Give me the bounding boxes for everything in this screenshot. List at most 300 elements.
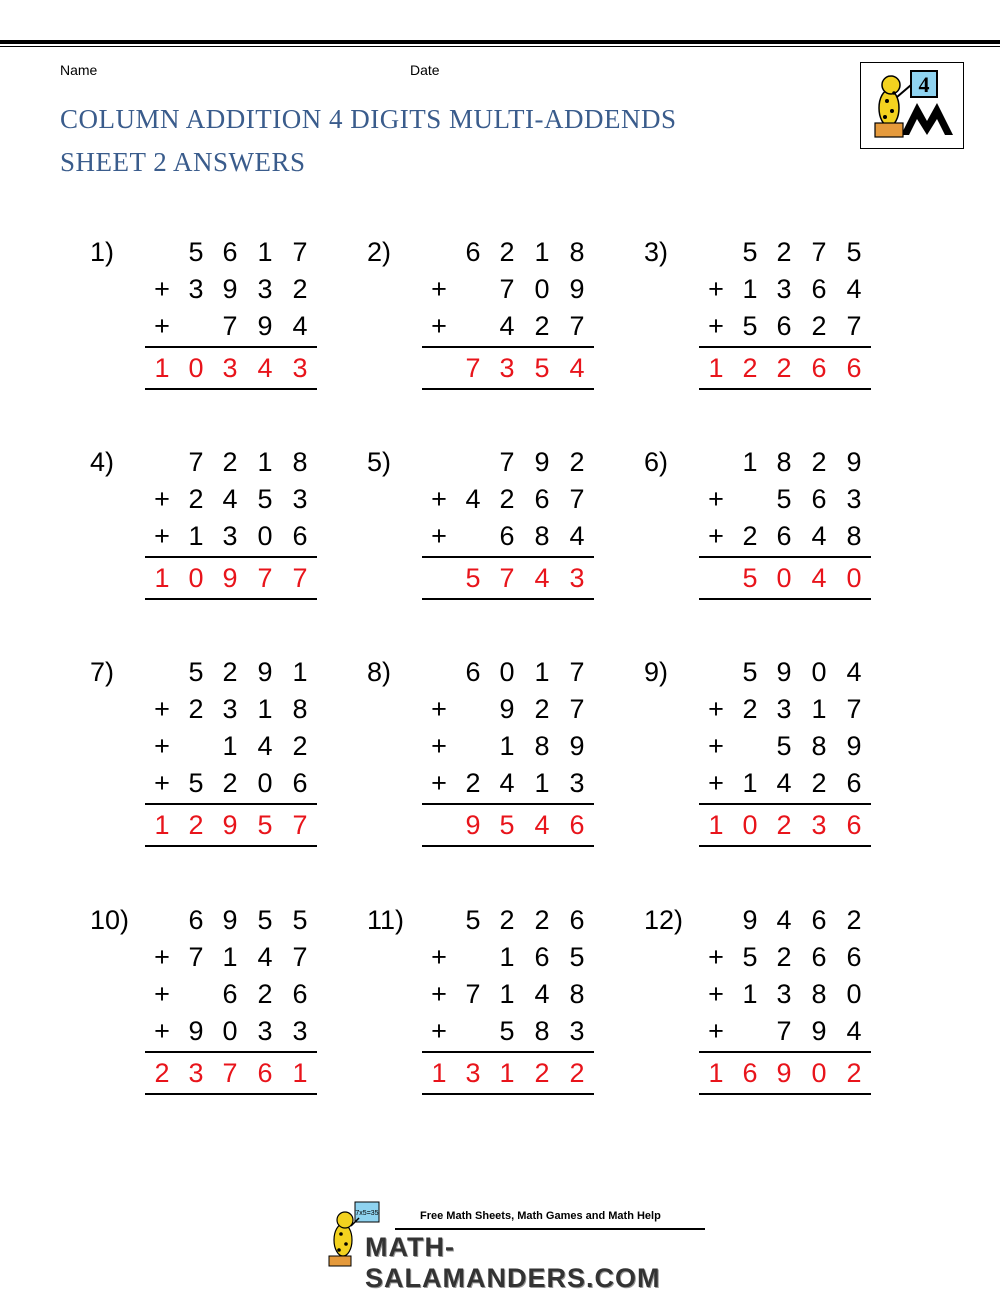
digit: 1: [811, 694, 827, 724]
digit: 6: [188, 905, 204, 935]
digit: 2: [811, 447, 827, 477]
digit: 8: [292, 694, 308, 724]
plus-sign: +: [431, 521, 447, 551]
addend-row: [422, 444, 594, 481]
digit: 5: [188, 657, 204, 687]
digit: 3: [776, 979, 792, 1009]
answer-digit: 9: [776, 1058, 792, 1088]
digit: 1: [534, 768, 550, 798]
problem-1: [90, 234, 360, 434]
digit: 0: [222, 1016, 238, 1046]
addend-row: [699, 1013, 871, 1050]
digit: 7: [292, 942, 308, 972]
answer-digit: 5: [465, 563, 481, 593]
digit: 9: [776, 657, 792, 687]
plus-sign: +: [431, 274, 447, 304]
answer-digit: 3: [499, 353, 515, 383]
digit: 6: [846, 768, 862, 798]
plus-sign: +: [431, 311, 447, 341]
sum-line: [699, 1051, 871, 1053]
digit: 9: [534, 447, 550, 477]
addend-row: [422, 902, 594, 939]
plus-sign: +: [431, 1016, 447, 1046]
answer-row: [422, 807, 594, 844]
digit: 2: [742, 521, 758, 551]
answer-digit: 0: [846, 563, 862, 593]
digit: 5: [465, 905, 481, 935]
digit: 4: [292, 311, 308, 341]
problem-number: 7): [90, 657, 115, 687]
answer-digit: 5: [499, 810, 515, 840]
digit: 1: [499, 979, 515, 1009]
answer-row: [699, 350, 871, 387]
digit: 9: [811, 1016, 827, 1046]
answer-underline: [422, 598, 594, 600]
digit: 9: [257, 311, 273, 341]
problem-4: [90, 444, 360, 644]
answer-digit: 7: [499, 563, 515, 593]
addend-row: [145, 444, 317, 481]
plus-sign: +: [154, 979, 170, 1009]
addend-row: [145, 1013, 317, 1050]
digit: 7: [569, 657, 585, 687]
answer-underline: [422, 845, 594, 847]
digit: 1: [257, 694, 273, 724]
answer-digit: 4: [534, 810, 550, 840]
answer-digit: 0: [742, 810, 758, 840]
digit: 4: [776, 768, 792, 798]
digit: 9: [499, 694, 515, 724]
digit: 9: [569, 731, 585, 761]
answer-digit: 9: [222, 563, 238, 593]
digit: 4: [569, 521, 585, 551]
digit: 3: [292, 1016, 308, 1046]
addend-row: [145, 308, 317, 345]
problem-number: 6): [644, 447, 669, 477]
digit: 1: [742, 979, 758, 1009]
digit: 8: [534, 1016, 550, 1046]
digit: 4: [499, 311, 515, 341]
digit: 2: [499, 484, 515, 514]
addend-row: [422, 234, 594, 271]
answer-digit: 7: [465, 353, 481, 383]
digit: 2: [776, 237, 792, 267]
digit: 8: [811, 731, 827, 761]
salamander-teacher-icon: [860, 62, 964, 149]
digit: 5: [742, 237, 758, 267]
digit: 2: [257, 979, 273, 1009]
answer-digit: 7: [292, 810, 308, 840]
answer-digit: 7: [222, 1058, 238, 1088]
answer-digit: 5: [257, 810, 273, 840]
answer-digit: 1: [154, 810, 170, 840]
answer-digit: 5: [742, 563, 758, 593]
plus-sign: +: [708, 1016, 724, 1046]
addend-row: [699, 691, 871, 728]
answer-row: [145, 807, 317, 844]
digit: 5: [846, 237, 862, 267]
digit: 7: [188, 447, 204, 477]
digit: 1: [499, 731, 515, 761]
sum-line: [145, 803, 317, 805]
problem-8: [367, 654, 637, 854]
digit: 1: [188, 521, 204, 551]
answer-underline: [699, 598, 871, 600]
addend-row: [699, 308, 871, 345]
digit: 6: [499, 521, 515, 551]
problem-number: 5): [367, 447, 392, 477]
addend-row: [699, 481, 871, 518]
digit: 2: [534, 905, 550, 935]
plus-sign: +: [154, 1016, 170, 1046]
digit: 6: [776, 311, 792, 341]
footer-site-name: MATH-SALAMANDERS.COM: [365, 1232, 661, 1293]
digit: 6: [292, 979, 308, 1009]
problem-number: 9): [644, 657, 669, 687]
digit: 7: [846, 694, 862, 724]
answer-row: [422, 1055, 594, 1092]
digit: 5: [188, 768, 204, 798]
plus-sign: +: [431, 694, 447, 724]
digit: 5: [569, 942, 585, 972]
digit: 7: [569, 484, 585, 514]
digit: 2: [222, 768, 238, 798]
digit: 3: [776, 694, 792, 724]
answer-digit: 0: [776, 563, 792, 593]
digit: 7: [499, 447, 515, 477]
logo-digit: 4: [918, 72, 930, 97]
digit: 2: [499, 237, 515, 267]
answer-digit: 7: [292, 563, 308, 593]
answer-row: [145, 350, 317, 387]
digit: 9: [188, 1016, 204, 1046]
digit: 6: [846, 942, 862, 972]
digit: 8: [569, 979, 585, 1009]
digit: 3: [292, 484, 308, 514]
digit: 1: [742, 768, 758, 798]
addend-row: [699, 234, 871, 271]
digit: 4: [465, 484, 481, 514]
digit: 8: [292, 447, 308, 477]
digit: 6: [811, 274, 827, 304]
digit: 2: [222, 657, 238, 687]
digit: 1: [222, 731, 238, 761]
footer-rule: [395, 1228, 705, 1230]
addend-row: [145, 939, 317, 976]
addend-row: [422, 481, 594, 518]
addend-row: [699, 518, 871, 555]
digit: 9: [742, 905, 758, 935]
digit: 2: [499, 905, 515, 935]
digit: 5: [499, 1016, 515, 1046]
answer-digit: 1: [292, 1058, 308, 1088]
addend-row: [699, 728, 871, 765]
addend-row: [145, 976, 317, 1013]
plus-sign: +: [154, 731, 170, 761]
answer-digit: 3: [188, 1058, 204, 1088]
answer-digit: 2: [534, 1058, 550, 1088]
problem-9: [644, 654, 914, 854]
plus-sign: +: [708, 484, 724, 514]
digit: 6: [465, 237, 481, 267]
addend-row: [145, 765, 317, 802]
answer-digit: 0: [188, 563, 204, 593]
digit: 5: [742, 311, 758, 341]
answer-digit: 2: [742, 353, 758, 383]
answer-digit: 4: [569, 353, 585, 383]
digit: 4: [846, 657, 862, 687]
answer-underline: [422, 388, 594, 390]
digit: 7: [569, 694, 585, 724]
problem-number: 8): [367, 657, 392, 687]
digit: 1: [222, 942, 238, 972]
digit: 2: [534, 311, 550, 341]
page-subtitle: SHEET 2 ANSWERS: [60, 147, 306, 177]
answer-digit: 1: [708, 353, 724, 383]
answer-digit: 2: [154, 1058, 170, 1088]
plus-sign: +: [708, 979, 724, 1009]
addend-row: [422, 939, 594, 976]
digit: 6: [569, 905, 585, 935]
plus-sign: +: [154, 484, 170, 514]
footer-tagline: Free Math Sheets, Math Games and Math Help: [420, 1210, 661, 1222]
plus-sign: +: [154, 768, 170, 798]
addend-row: [699, 654, 871, 691]
plus-sign: +: [154, 274, 170, 304]
digit: 1: [742, 447, 758, 477]
digit: 7: [292, 237, 308, 267]
digit: 8: [569, 237, 585, 267]
digit: 7: [499, 274, 515, 304]
digit: 7: [465, 979, 481, 1009]
addend-row: [422, 691, 594, 728]
digit: 3: [257, 274, 273, 304]
addend-row: [422, 1013, 594, 1050]
plus-sign: +: [431, 484, 447, 514]
addend-row: [145, 902, 317, 939]
digit: 7: [846, 311, 862, 341]
answer-digit: 0: [188, 353, 204, 383]
sum-line: [699, 803, 871, 805]
addend-row: [699, 976, 871, 1013]
plus-sign: +: [154, 311, 170, 341]
digit: 4: [534, 979, 550, 1009]
digit: 3: [222, 694, 238, 724]
answer-digit: 2: [188, 810, 204, 840]
digit: 1: [534, 237, 550, 267]
addend-row: [422, 518, 594, 555]
digit: 9: [222, 905, 238, 935]
digit: 5: [292, 905, 308, 935]
digit: 0: [499, 657, 515, 687]
sum-line: [145, 556, 317, 558]
plus-sign: +: [708, 694, 724, 724]
digit: 9: [222, 274, 238, 304]
addend-row: [422, 976, 594, 1013]
answer-row: [699, 1055, 871, 1092]
digit: 6: [811, 905, 827, 935]
addend-row: [699, 939, 871, 976]
answer-digit: 6: [742, 1058, 758, 1088]
problem-number: 11): [367, 905, 405, 935]
digit: 8: [811, 979, 827, 1009]
answer-row: [699, 560, 871, 597]
digit: 2: [811, 311, 827, 341]
sum-line: [145, 346, 317, 348]
digit: 3: [257, 1016, 273, 1046]
digit: 6: [534, 484, 550, 514]
answer-underline: [699, 388, 871, 390]
problem-10: [90, 902, 360, 1102]
plus-sign: +: [431, 942, 447, 972]
digit: 2: [188, 694, 204, 724]
addend-row: [422, 308, 594, 345]
digit: 3: [222, 521, 238, 551]
plus-sign: +: [708, 521, 724, 551]
digit: 4: [846, 274, 862, 304]
digit: 2: [292, 274, 308, 304]
answer-row: [699, 807, 871, 844]
answer-digit: 1: [708, 1058, 724, 1088]
digit: 3: [569, 1016, 585, 1046]
answer-digit: 3: [811, 810, 827, 840]
digit: 9: [846, 731, 862, 761]
plus-sign: +: [154, 521, 170, 551]
sum-line: [422, 346, 594, 348]
addend-row: [699, 444, 871, 481]
digit: 6: [465, 657, 481, 687]
digit: 5: [776, 484, 792, 514]
digit: 3: [569, 768, 585, 798]
sum-line: [699, 346, 871, 348]
problem-12: [644, 902, 914, 1102]
digit: 6: [776, 521, 792, 551]
digit: 8: [846, 521, 862, 551]
answer-digit: 2: [776, 810, 792, 840]
answer-digit: 3: [292, 353, 308, 383]
page-title: COLUMN ADDITION 4 DIGITS MULTI-ADDENDS: [60, 104, 677, 134]
digit: 9: [569, 274, 585, 304]
answer-underline: [699, 845, 871, 847]
problem-number: 1): [90, 237, 115, 267]
problem-number: 4): [90, 447, 115, 477]
answer-digit: 1: [708, 810, 724, 840]
answer-digit: 1: [499, 1058, 515, 1088]
digit: 6: [811, 484, 827, 514]
answer-digit: 2: [569, 1058, 585, 1088]
answer-digit: 9: [465, 810, 481, 840]
digit: 0: [257, 521, 273, 551]
addend-row: [145, 654, 317, 691]
digit: 2: [188, 484, 204, 514]
addend-row: [422, 728, 594, 765]
digit: 2: [846, 905, 862, 935]
digit: 3: [776, 274, 792, 304]
plus-sign: +: [708, 274, 724, 304]
digit: 1: [292, 657, 308, 687]
answer-digit: 6: [846, 353, 862, 383]
plus-sign: +: [708, 731, 724, 761]
answer-digit: 6: [257, 1058, 273, 1088]
digit: 7: [188, 942, 204, 972]
addend-row: [145, 728, 317, 765]
answer-digit: 4: [534, 563, 550, 593]
addend-row: [145, 234, 317, 271]
problem-7: [90, 654, 360, 854]
sum-line: [699, 556, 871, 558]
problem-11: [367, 902, 637, 1102]
answer-digit: 6: [569, 810, 585, 840]
answer-underline: [145, 1093, 317, 1095]
answer-digit: 6: [811, 353, 827, 383]
answer-underline: [422, 1093, 594, 1095]
answer-underline: [145, 598, 317, 600]
digit: 0: [846, 979, 862, 1009]
digit: 0: [534, 274, 550, 304]
digit: 4: [222, 484, 238, 514]
digit: 2: [222, 447, 238, 477]
digit: 7: [811, 237, 827, 267]
digit: 7: [222, 311, 238, 341]
answer-digit: 9: [222, 810, 238, 840]
problem-number: 12): [644, 905, 684, 935]
digit: 6: [534, 942, 550, 972]
answer-digit: 3: [222, 353, 238, 383]
digit: 1: [499, 942, 515, 972]
name-label: Name: [60, 62, 98, 78]
digit: 4: [499, 768, 515, 798]
digit: 4: [257, 731, 273, 761]
footer: [325, 1198, 715, 1293]
digit: 4: [811, 521, 827, 551]
digit: 8: [534, 521, 550, 551]
addend-row: [145, 691, 317, 728]
addend-row: [422, 271, 594, 308]
problem-6: [644, 444, 914, 644]
digit: 9: [257, 657, 273, 687]
digit: 1: [257, 237, 273, 267]
sum-line: [145, 1051, 317, 1053]
digit: 2: [292, 731, 308, 761]
digit: 6: [292, 768, 308, 798]
addend-row: [699, 902, 871, 939]
problem-number: 3): [644, 237, 669, 267]
footer-logo-text: 7x5=35: [355, 1210, 379, 1217]
digit: 8: [776, 447, 792, 477]
addend-row: [699, 271, 871, 308]
digit: 2: [465, 768, 481, 798]
answer-digit: 4: [811, 563, 827, 593]
plus-sign: +: [431, 979, 447, 1009]
digit: 6: [222, 979, 238, 1009]
digit: 5: [188, 237, 204, 267]
sum-line: [422, 556, 594, 558]
answer-row: [145, 1055, 317, 1092]
digit: 5: [257, 484, 273, 514]
problem-number: 10): [90, 905, 130, 935]
digit: 5: [742, 942, 758, 972]
plus-sign: +: [708, 768, 724, 798]
digit: 2: [811, 768, 827, 798]
digit: 4: [846, 1016, 862, 1046]
problem-number: 2): [367, 237, 392, 267]
top-rule: [0, 40, 1000, 44]
digit: 6: [222, 237, 238, 267]
top-rule-thin: [0, 46, 1000, 47]
plus-sign: +: [431, 731, 447, 761]
sum-line: [422, 803, 594, 805]
date-label: Date: [410, 62, 440, 78]
